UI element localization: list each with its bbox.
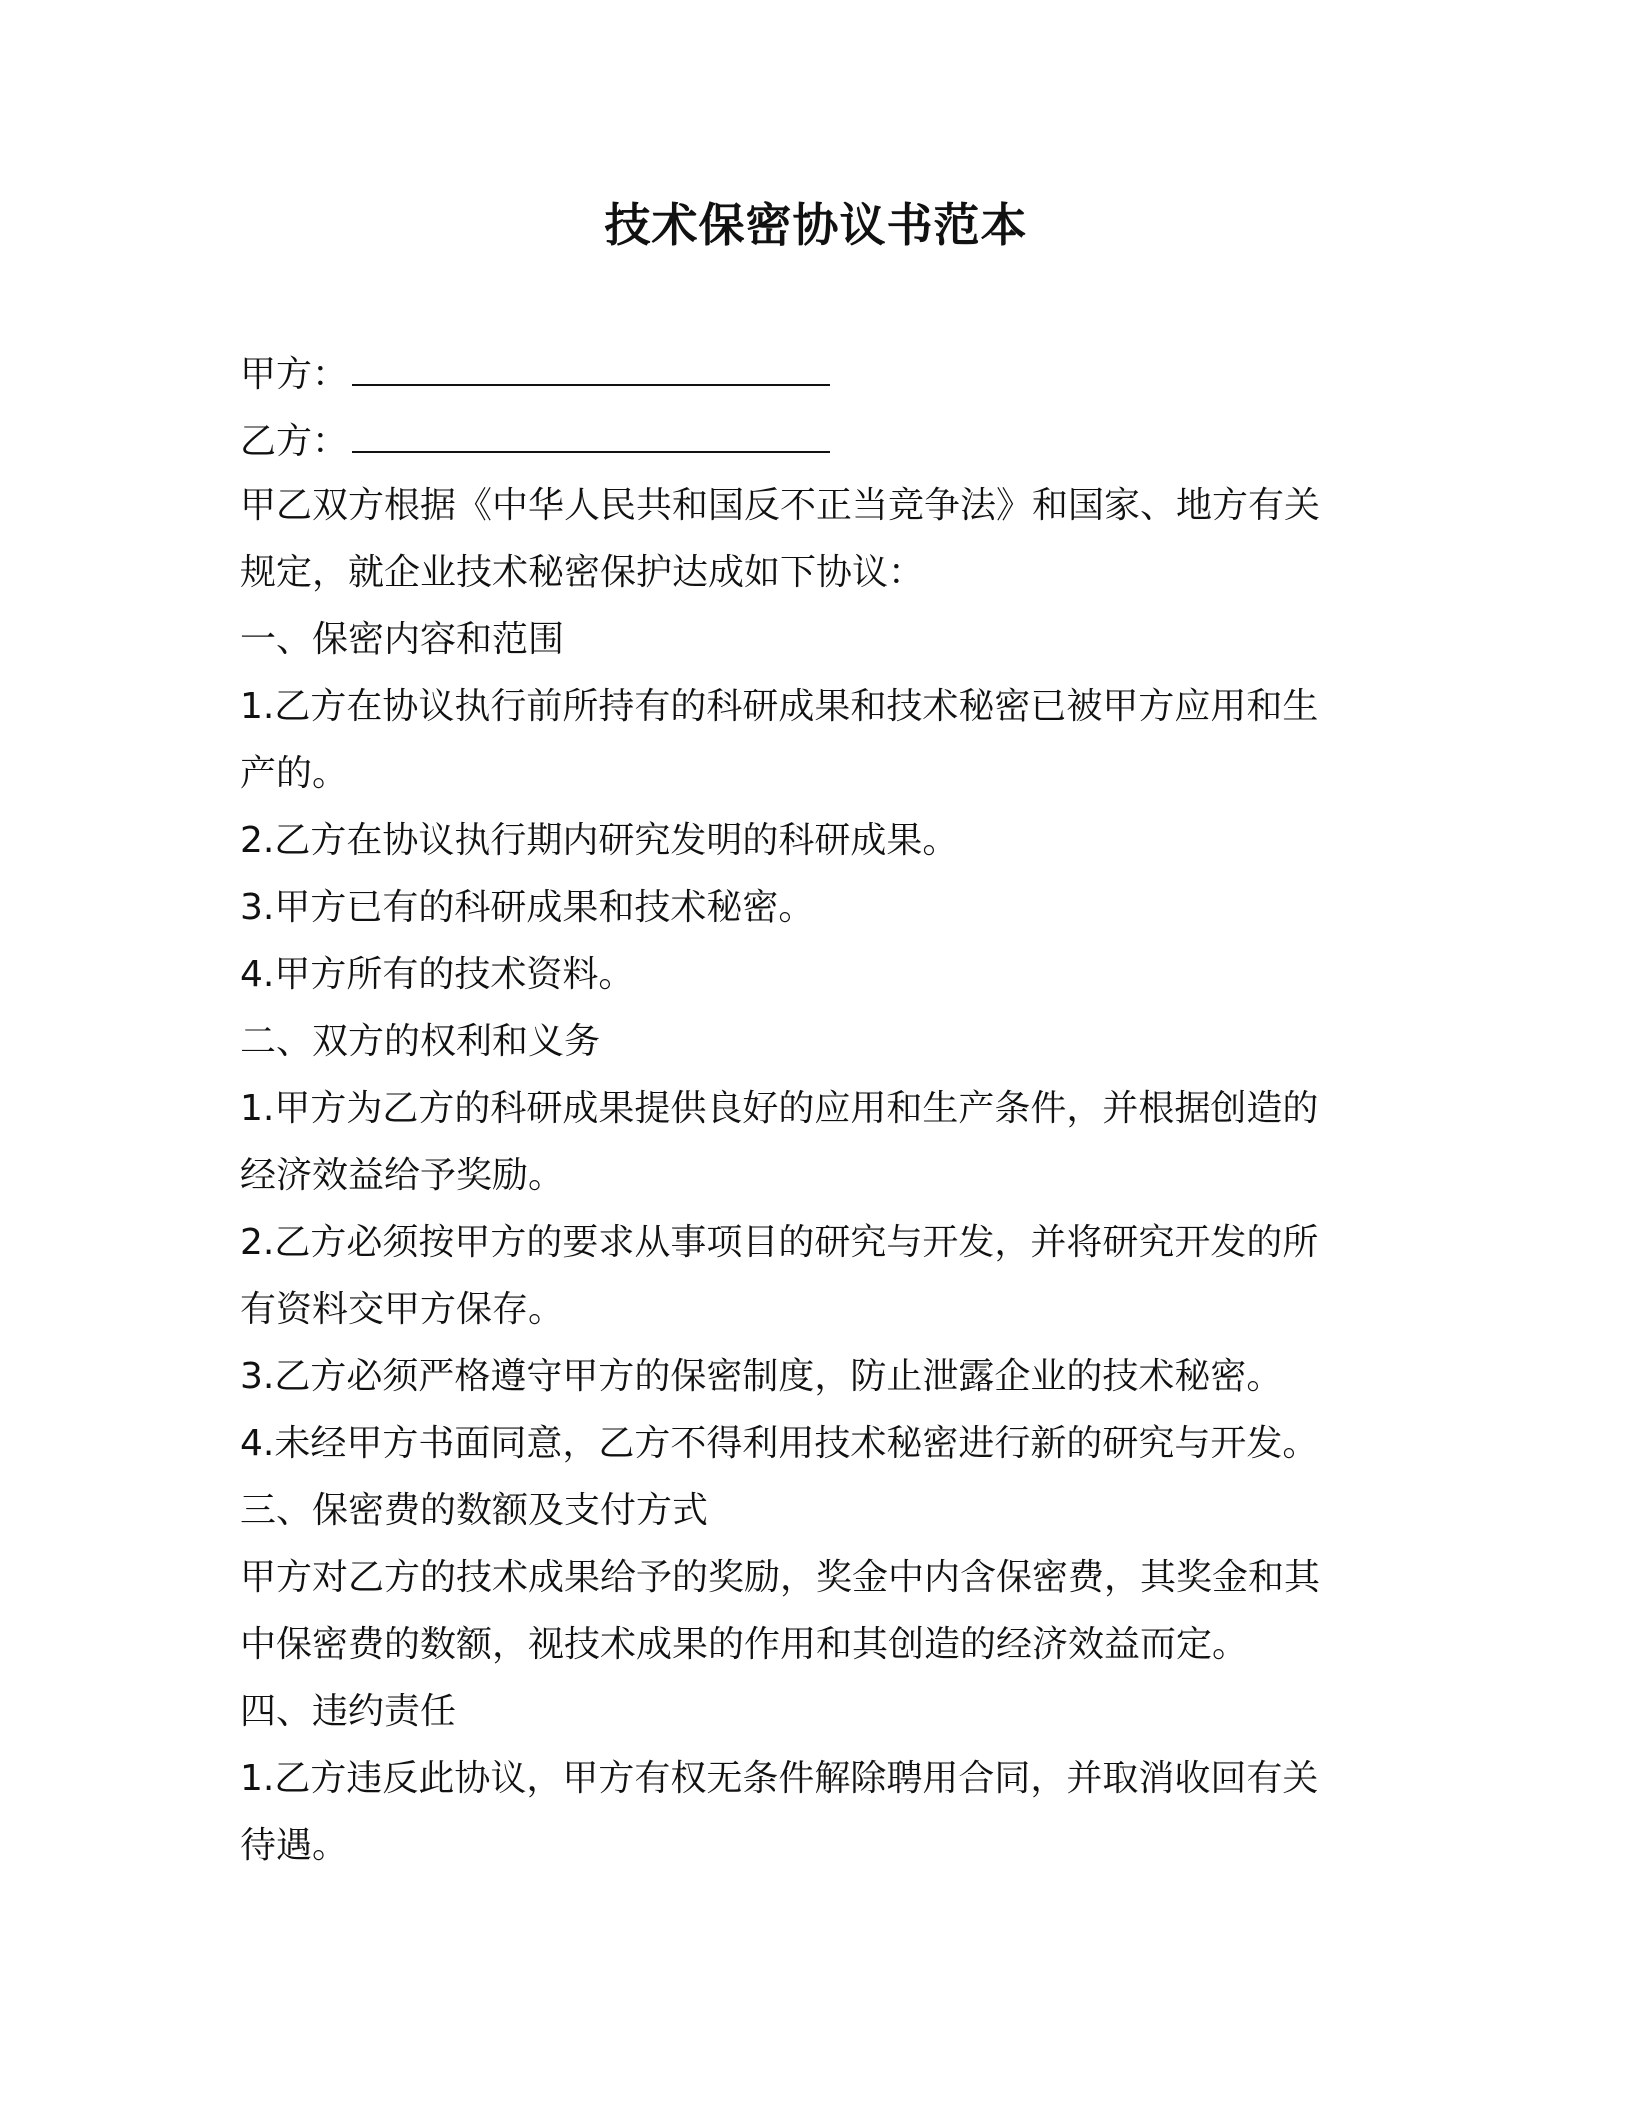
party-b-label: 乙方： xyxy=(240,421,349,462)
section-heading-2: 二、双方的权利和义务 xyxy=(240,1021,601,1062)
clause-1-3: 3.甲方已有的科研成果和技术秘密。 xyxy=(240,887,815,928)
clause-4-1-line-2: 待遇。 xyxy=(240,1825,349,1866)
preamble-line-1: 甲乙双方根据《中华人民共和国反不正当竞争法》和国家、地方有关 xyxy=(240,485,1321,526)
clause-2-1-line-1: 1.甲方为乙方的科研成果提供良好的应用和生产条件，并根据创造的 xyxy=(240,1088,1319,1129)
clause-2-4: 4.未经甲方书面同意，乙方不得利用技术秘密进行新的研究与开发。 xyxy=(240,1423,1319,1464)
document-title: 技术保密协议书范本 xyxy=(604,198,1028,252)
section-heading-1: 一、保密内容和范围 xyxy=(240,619,565,660)
clause-2-3: 3.乙方必须严格遵守甲方的保密制度，防止泄露企业的技术秘密。 xyxy=(240,1356,1283,1397)
party-b-blank-field xyxy=(352,405,830,453)
section-3-line-2: 中保密费的数额，视技术成果的作用和其创造的经济效益而定。 xyxy=(240,1624,1249,1665)
clause-1-2: 2.乙方在协议执行期内研究发明的科研成果。 xyxy=(240,820,959,861)
clause-1-4: 4.甲方所有的技术资料。 xyxy=(240,954,635,995)
section-heading-3: 三、保密费的数额及支付方式 xyxy=(240,1490,709,1531)
clause-2-2-line-2: 有资料交甲方保存。 xyxy=(240,1289,565,1330)
clause-1-1-line-2: 产的。 xyxy=(240,753,349,794)
section-heading-4: 四、违约责任 xyxy=(240,1691,457,1732)
party-a-line xyxy=(240,338,1360,405)
party-b-line xyxy=(240,405,1360,472)
clause-2-1-line-2: 经济效益给予奖励。 xyxy=(240,1155,565,1196)
party-a-label: 甲方： xyxy=(240,354,349,395)
clause-1-1-line-1: 1.乙方在协议执行前所持有的科研成果和技术秘密已被甲方应用和生 xyxy=(240,686,1319,727)
section-3-line-1: 甲方对乙方的技术成果给予的奖励，奖金中内含保密费，其奖金和其 xyxy=(240,1557,1321,1598)
preamble-line-2: 规定，就企业技术秘密保护达成如下协议： xyxy=(240,552,925,593)
document-body xyxy=(240,338,1360,1879)
party-a-blank-field xyxy=(352,338,830,386)
clause-4-1-line-1: 1.乙方违反此协议，甲方有权无条件解除聘用合同，并取消收回有关 xyxy=(240,1758,1319,1799)
clause-2-2-line-1: 2.乙方必须按甲方的要求从事项目的研究与开发，并将研究开发的所 xyxy=(240,1222,1319,1263)
